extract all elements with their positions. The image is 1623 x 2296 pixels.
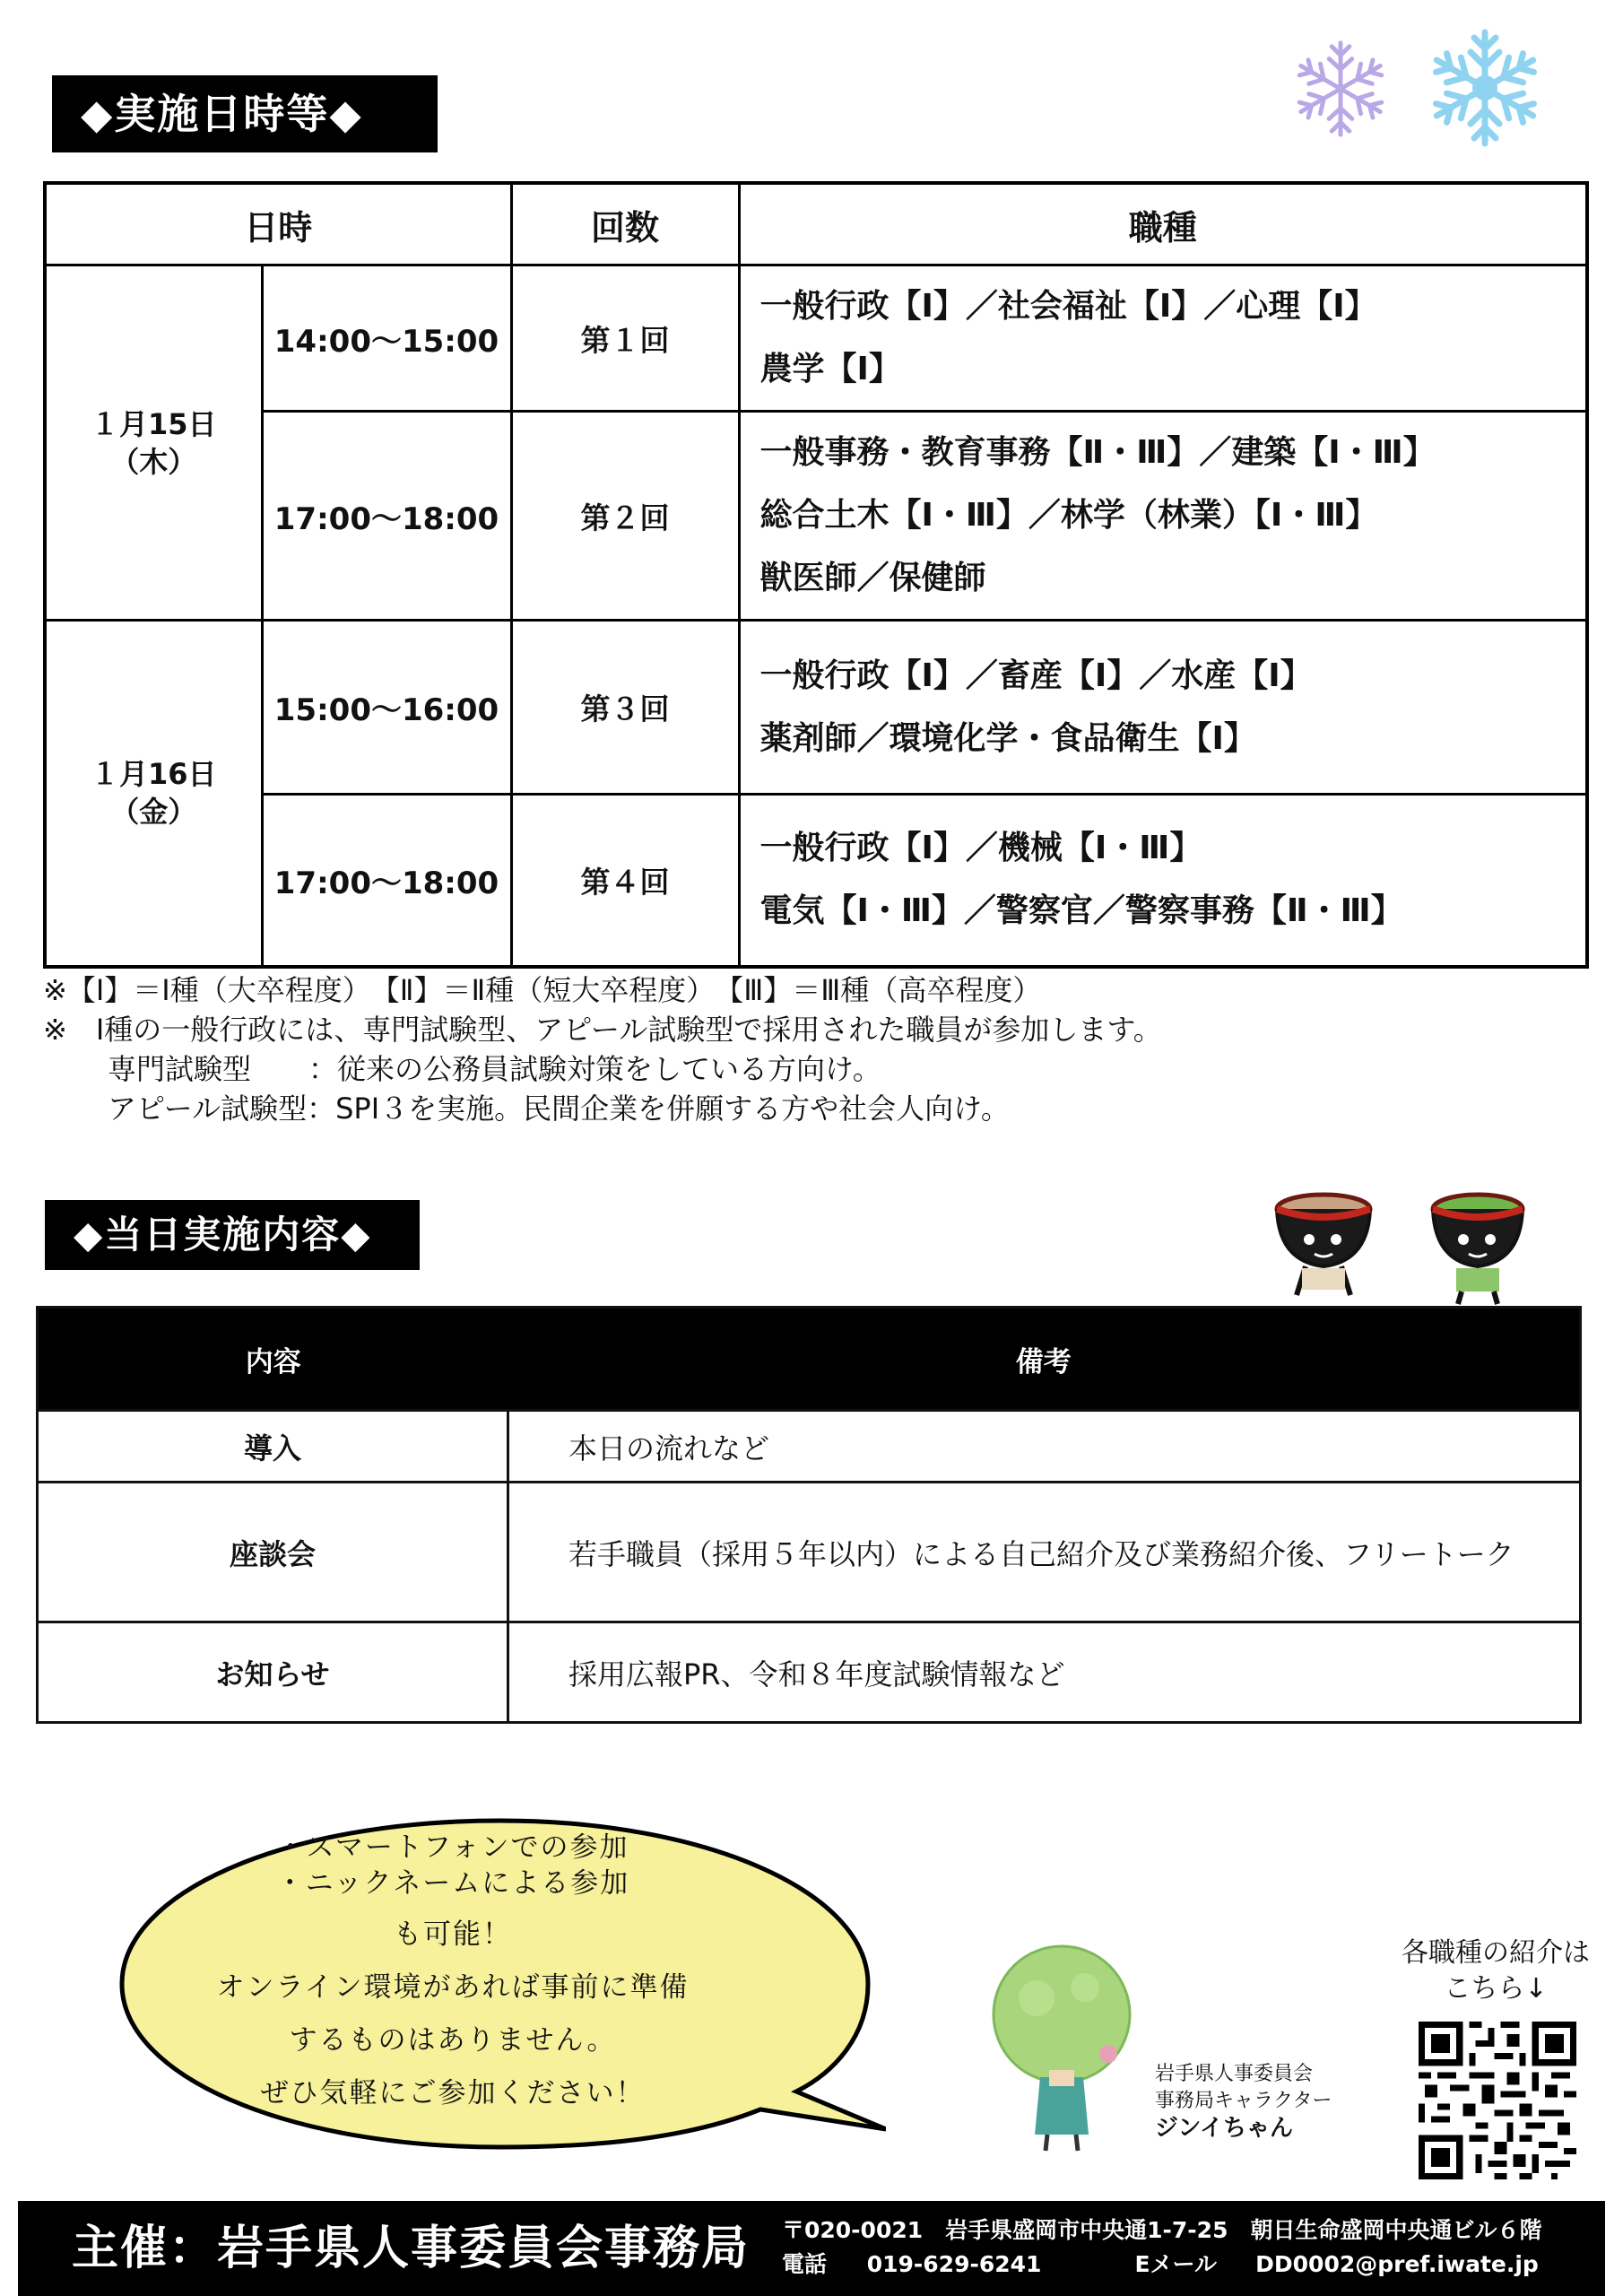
jobs-line: 農学【Ⅰ】 — [759, 351, 901, 387]
content-header-row — [38, 1308, 1581, 1411]
time-cell: 15:00～16:00 — [262, 621, 511, 795]
schedule-row — [45, 795, 1587, 967]
speech-bubble-text — [121, 1830, 785, 2120]
content-section-title: ◆当日実施内容◆ — [45, 1200, 420, 1270]
qr-label-line1: 各職種の紹介は — [1402, 1937, 1590, 1969]
schedule-table — [43, 181, 1589, 969]
schedule-section-title: ◆実施日時等◆ — [52, 75, 438, 152]
note-line: ※ Ⅰ種の一般行政には、専門試験型、アピール試験型で採用された職員が参加します。 — [43, 1013, 1162, 1047]
date-cell-day2 — [45, 621, 262, 967]
note-line: ※【Ⅰ】＝Ⅰ種（大卒程度） 【Ⅱ】＝Ⅱ種（短大卒程度） 【Ⅲ】＝Ⅲ種（高卒程度） — [43, 973, 1042, 1007]
time-cell: 17:00～18:00 — [262, 795, 511, 967]
bubble-line: ぜひ気軽にご参加ください！ — [260, 2077, 646, 2109]
jobs-cell — [739, 621, 1587, 795]
qr-caption — [1388, 1935, 1603, 2007]
header-datetime: 日時 — [45, 183, 511, 265]
schedule-row — [45, 621, 1587, 795]
content-item: 導入 — [38, 1411, 508, 1483]
date-day1: １月15日 — [90, 406, 217, 441]
weekday-day2: （金） — [110, 795, 197, 830]
jobs-line: 一般行政【Ⅰ】／社会福祉【Ⅰ】／心理【Ⅰ】 — [759, 288, 1377, 325]
time-cell: 17:00～18:00 — [262, 412, 511, 621]
jobs-line: 薬剤師／環境化学・食品衛生【Ⅰ】 — [759, 719, 1256, 757]
content-item: 座談会 — [38, 1483, 508, 1622]
email-address[interactable]: DD0002@pref.iwate.jp — [1255, 2251, 1539, 2277]
jobs-line: 一般事務・教育事務【Ⅱ・Ⅲ】／建築【Ⅰ・Ⅲ】 — [759, 434, 1436, 471]
header-round: 回数 — [511, 183, 739, 265]
round-cell: 第３回 — [511, 621, 739, 795]
bubble-line: ・スマートフォンでの参加 — [276, 1831, 629, 1864]
footer-organizer: 主催：岩手県人事委員会事務局 — [72, 2222, 751, 2275]
email-label: Eメール — [1134, 2251, 1218, 2277]
character-name: ジンイちゃん — [1155, 2115, 1294, 2142]
jobs-line: 総合土木【Ⅰ・Ⅲ】／林学（林業）【Ⅰ・Ⅲ】 — [759, 497, 1378, 534]
snowflake-blue-icon — [1422, 25, 1548, 151]
jobs-line: 獣医師／保健師 — [759, 560, 986, 596]
character-org: 岩手県人事委員会 — [1155, 2063, 1314, 2085]
date-cell-day1 — [45, 265, 262, 621]
snowflake-purple-icon — [1288, 36, 1393, 142]
jobs-cell — [739, 412, 1587, 621]
schedule-notes — [43, 970, 1162, 1128]
bubble-line: するものはありません。 — [289, 2024, 617, 2057]
header-remark: 備考 — [508, 1308, 1581, 1411]
header-item: 内容 — [38, 1308, 508, 1411]
bubble-line: も可能！ — [394, 1918, 512, 1951]
character-caption — [1155, 2061, 1332, 2142]
note-line: アピール試験型：SPI３を実施。民間企業を併願する方や社会人向け。 — [108, 1091, 1010, 1126]
content-remark: 本日の流れなど — [508, 1411, 1581, 1483]
content-remark: 採用広報PR、令和８年度試験情報など — [508, 1622, 1581, 1723]
footer-bar — [18, 2201, 1605, 2296]
content-row — [38, 1622, 1581, 1723]
note-line: 専門試験型 ：従来の公務員試験対策をしている方向け。 — [108, 1052, 881, 1086]
time-cell: 14:00～15:00 — [262, 265, 511, 412]
footer-contact — [782, 2213, 1541, 2282]
jobs-line: 一般行政【Ⅰ】／機械【Ⅰ・Ⅲ】 — [759, 830, 1202, 867]
schedule-row — [45, 265, 1587, 412]
content-remark: 若手職員（採用５年以内）による自己紹介及び業務紹介後、フリートーク — [508, 1483, 1581, 1622]
bowl-mascot-green-illustration — [1424, 1189, 1532, 1306]
phone-label: 電話 — [782, 2251, 828, 2277]
jinyi-chan-character-illustration — [986, 1943, 1144, 2154]
schedule-header-row — [45, 183, 1587, 265]
footer-address: 〒020-0021 岩手県盛岡市中央通1-7-25 朝日生命盛岡中央通ビル６階 — [782, 2217, 1542, 2243]
jobs-line: 一般行政【Ⅰ】／畜産【Ⅰ】／水産【Ⅰ】 — [759, 657, 1313, 694]
weekday-day1: （木） — [110, 444, 197, 479]
jobs-line: 電気【Ⅰ・Ⅲ】／警察官／警察事務【Ⅱ・Ⅲ】 — [759, 892, 1403, 930]
round-cell: 第４回 — [511, 795, 739, 967]
qr-label-line2: こちら↓ — [1444, 1973, 1548, 2005]
content-item: お知らせ — [38, 1622, 508, 1723]
content-row — [38, 1411, 1581, 1483]
round-cell: 第２回 — [511, 412, 739, 621]
schedule-row — [45, 412, 1587, 621]
phone-number: 019-629-6241 — [866, 2251, 1042, 2277]
date-day2: １月16日 — [90, 757, 217, 792]
jobs-cell — [739, 795, 1587, 967]
bowl-mascot-brown-illustration — [1270, 1189, 1377, 1306]
bubble-line: オンライン環境があれば事前に準備 — [216, 1971, 690, 2004]
character-role: 事務局キャラクター — [1155, 2090, 1332, 2112]
round-cell: 第１回 — [511, 265, 739, 412]
qr-code-image[interactable] — [1419, 2022, 1576, 2179]
content-row — [38, 1483, 1581, 1622]
bubble-line: ・ニックネームによる参加 — [275, 1867, 630, 1900]
footer-phone-email — [782, 2248, 1541, 2282]
content-table — [36, 1306, 1582, 1724]
jobs-cell — [739, 265, 1587, 412]
header-job: 職種 — [739, 183, 1587, 265]
